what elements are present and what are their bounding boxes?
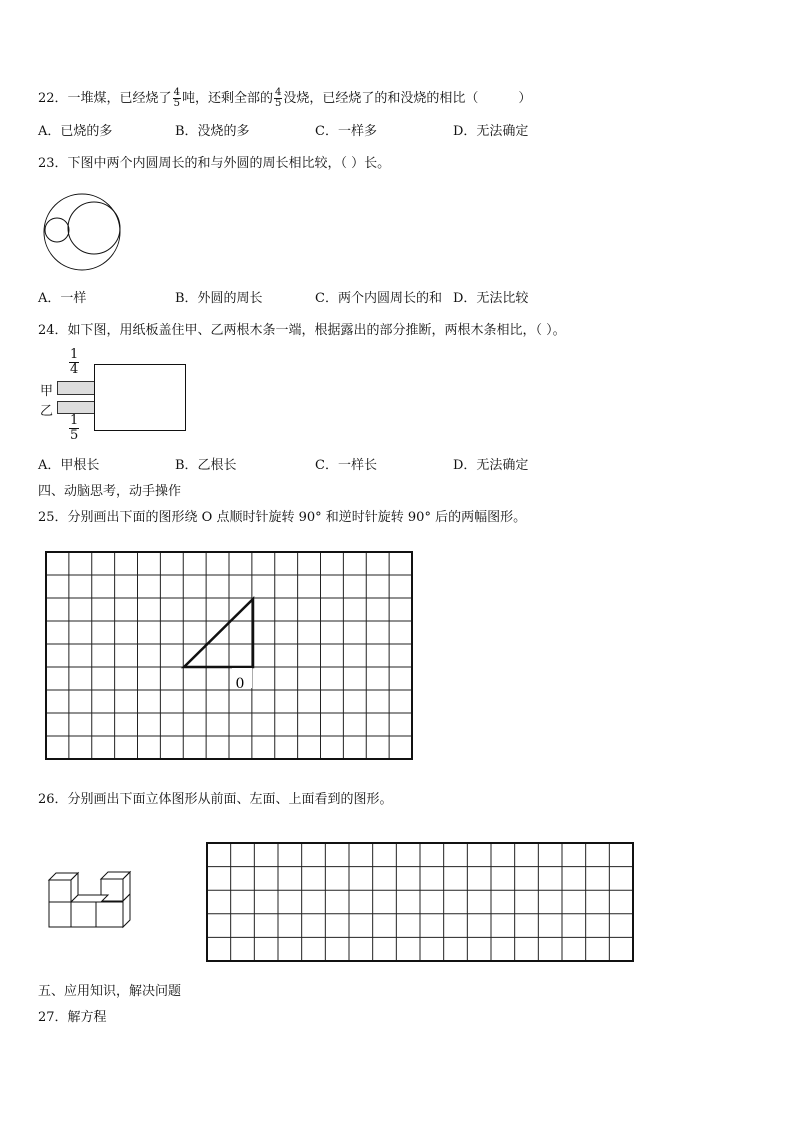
q24-option-c[interactable]: C．一样长: [315, 458, 377, 473]
q23-option-a[interactable]: A．一样: [38, 291, 87, 306]
label-yi: 乙: [40, 404, 54, 419]
stick-yi: [57, 401, 99, 414]
q22-option-d[interactable]: D．无法确定: [453, 124, 529, 139]
label-jia: 甲: [40, 384, 54, 399]
question-23: 23．下图中两个内圆周长的和与外圆的周长相比较，（ ）长。: [38, 156, 391, 171]
q23-option-d[interactable]: D．无法比较: [453, 291, 529, 306]
question-24: 24．如下图，用纸板盖住甲、乙两根木条一端，根据露出的部分推断，两根木条相比，（ ）。: [38, 323, 566, 338]
circles-figure: [42, 192, 126, 276]
fraction-numerator: 4: [274, 87, 282, 98]
question-27: 27．解方程: [38, 1010, 107, 1025]
small-inner-circle: [45, 218, 69, 242]
q22-text-1: 一堆煤，已经烧了: [67, 91, 172, 106]
sticks-figure: [40, 348, 190, 444]
cube-front-face: [49, 902, 71, 927]
question-25: 25．分别画出下面的图形绕 O 点顺时针旋转 90° 和逆时针旋转 90° 后的两幅图形。: [38, 510, 527, 525]
solid-figure: [44, 862, 136, 932]
question-26: 26．分别画出下面立体图形从前面、左面、上面看到的图形。: [38, 792, 393, 807]
q24-option-a[interactable]: A．甲根长: [38, 458, 100, 473]
q24-option-b[interactable]: B．乙根长: [175, 458, 237, 473]
cube-top-face: [71, 895, 108, 902]
q22-fraction-2: [274, 88, 282, 109]
point-o-label: 0: [235, 676, 245, 692]
right-triangle: [184, 599, 253, 667]
q22-text-3: 没烧，已经烧了的和没烧的相比（: [283, 91, 479, 106]
q22-text-4: ）: [518, 91, 532, 106]
section-5-heading: 五、应用知识，解决问题: [38, 984, 182, 999]
fraction-denominator: 5: [70, 428, 79, 443]
q23-option-b[interactable]: B．外圆的周长: [175, 291, 263, 306]
fraction-denominator: 4: [70, 362, 79, 377]
cardboard-cover: [94, 364, 186, 431]
q22-text-2: 吨，还剩全部的: [181, 91, 273, 106]
stick-jia: [57, 381, 99, 395]
q22-number: 22．: [38, 91, 68, 106]
q22-options: [38, 124, 758, 140]
fraction-denominator: 5: [173, 98, 180, 109]
fraction-numerator: 1: [70, 347, 79, 362]
q22-option-a[interactable]: A．已烧的多: [38, 124, 113, 139]
section-4-heading: 四、动脑思考，动手操作: [38, 484, 182, 499]
rotation-grid[interactable]: [44, 550, 416, 764]
q22-fraction-1: [173, 88, 181, 109]
q23-option-c[interactable]: C．两个内圆周长的和: [315, 291, 442, 306]
fraction-numerator: 4: [173, 87, 180, 98]
fraction-numerator: 1: [70, 413, 79, 428]
q22-option-b[interactable]: B．没烧的多: [175, 124, 250, 139]
drawing-grid[interactable]: [205, 841, 635, 965]
fraction-denominator: 5: [274, 98, 282, 109]
large-inner-circle: [68, 202, 120, 254]
q23-options: [38, 291, 758, 307]
cube-front-face: [71, 902, 96, 927]
fraction-top: [69, 348, 79, 377]
cube-front-face: [49, 880, 71, 902]
cube-front-face: [96, 902, 123, 927]
question-22: [38, 88, 531, 109]
q22-option-c[interactable]: C．一样多: [315, 124, 377, 139]
q24-options: [38, 458, 758, 474]
q24-option-d[interactable]: D．无法确定: [453, 458, 529, 473]
fraction-bottom: [69, 414, 79, 443]
